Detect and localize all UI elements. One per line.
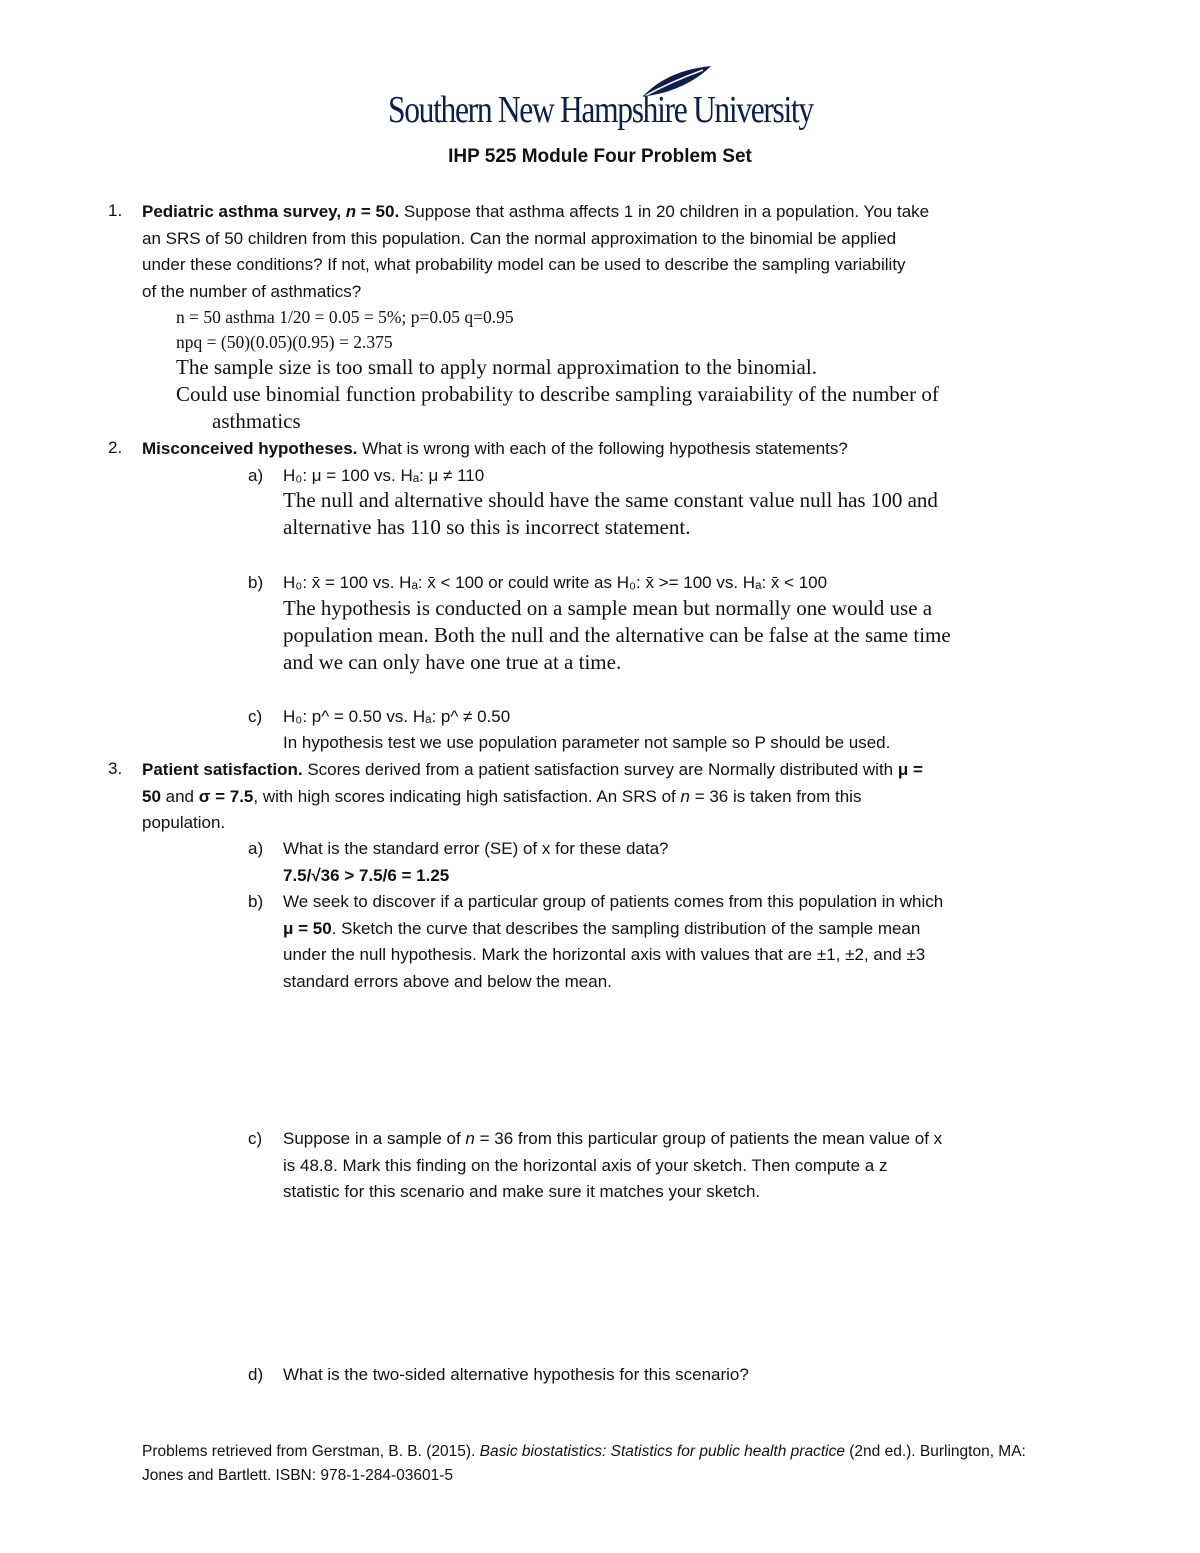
text-line: statistic for this scenario and make sure it matches your sketch. [283, 1182, 761, 1201]
answer-line: n = 50 asthma 1/20 = 0.05 = 5%; p=0.05 q=0.95 [176, 307, 514, 327]
text-line: under these conditions? If not, what probability model can be used to describe the sampling variability [142, 255, 906, 274]
text-line: = 36 from this particular group of patients the mean value of x [474, 1129, 943, 1148]
variable-n: n [680, 786, 690, 806]
citation-text: Jones and Bartlett. ISBN: 978-1-284-03601-5 [142, 1467, 454, 1484]
answer-line: asthmatics [212, 409, 301, 433]
sub-question-d: What is the two-sided alternative hypothesis for this scenario? [283, 1365, 749, 1384]
question-text [142, 199, 929, 305]
text-line: Suppose in a sample of [283, 1129, 466, 1148]
citation-text: (2nd ed.). Burlington, MA: [844, 1443, 1026, 1460]
page-title: IHP 525 Module Four Problem Set [448, 146, 752, 167]
text-line: What is the standard error (SE) of x for these data? [283, 839, 669, 858]
university-logo [388, 62, 818, 142]
sigma-value: σ = 7.5 [198, 786, 254, 806]
sub-label-c: c) [248, 707, 263, 726]
text-line: We seek to discover if a particular group of patients comes from this population in which [283, 892, 944, 911]
answer-line: The sample size is too small to apply normal approximation to the binomial. [176, 355, 817, 379]
answer-text [176, 354, 939, 435]
question-number: 3. [108, 759, 123, 778]
text-line: . Sketch the curve that describes the sampling distribution of the sample mean [331, 918, 921, 938]
hypothesis-c: H₀: p^ = 0.50 vs. Hₐ: p^ ≠ 0.50 [283, 707, 511, 726]
answer-line: npq = (50)(0.05)(0.95) = 2.375 [176, 332, 393, 352]
question-heading: Patient satisfaction. [142, 760, 303, 779]
text-line: What is wrong with each of the following hypothesis statements? [357, 439, 848, 458]
citation-footer [142, 1440, 1026, 1488]
mu-number: 50 [142, 786, 161, 806]
sub-label-b: b) [248, 892, 264, 911]
answer-line: population mean. Both the null and the alternative can be false at the same time [283, 623, 951, 647]
answer-b [283, 595, 951, 676]
sub-label-a: a) [248, 839, 264, 858]
mu-value: μ = 50 [283, 918, 332, 938]
variable-n: n [345, 202, 357, 221]
university-name: Southern New Hampshire University [388, 89, 813, 131]
text-line: Scores derived from a patient satisfaction survey are Normally distributed with [302, 760, 898, 779]
text-line: Suppose that asthma affects 1 in 20 children in a population. You take [399, 202, 930, 221]
text-line: under the null hypothesis. Mark the horizontal axis with values that are ±1, ±2, and ±3 [283, 945, 926, 964]
answer-se: 7.5/√36 > 7.5/6 = 1.25 [283, 865, 450, 885]
answer-line: The hypothesis is conducted on a sample mean but normally one would use a [283, 596, 933, 620]
sub-label-c: c) [248, 1129, 263, 1148]
text-line: = 36 is taken from this [689, 786, 862, 806]
mu-value: μ = [897, 760, 923, 779]
text-line: and [160, 786, 199, 806]
sub-question-c [283, 1126, 942, 1206]
question-text [142, 757, 923, 837]
hypothesis-a: H₀: μ = 100 vs. Hₐ: μ ≠ 110 [283, 466, 485, 485]
citation-text: Problems retrieved from Gerstman, B. B. (2015). [142, 1443, 480, 1460]
sub-label-d: d) [248, 1365, 264, 1384]
answer-line: alternative has 110 so this is incorrect statement. [283, 515, 691, 539]
sub-question-a [283, 836, 669, 889]
question-text [142, 436, 848, 463]
answer-line: The null and alternative should have the same constant value null has 100 and [283, 488, 938, 512]
hypothesis-b: H₀: x̄ = 100 vs. Hₐ: x̄ < 100 or could write as H₀: x̄ >= 100 vs. Hₐ: x̄ < 100 [283, 573, 828, 592]
text-line: of the number of asthmatics? [142, 281, 362, 301]
answer-line: Could use binomial function probability to describe sampling varaiability of the number of [176, 382, 939, 406]
question-number: 1. [108, 201, 123, 220]
heading-value: = 50. [356, 202, 400, 221]
sub-question-b [283, 889, 943, 995]
text-line: , with high scores indicating high satisfaction. An SRS of [253, 786, 681, 806]
answer-c: In hypothesis test we use population parameter not sample so P should be used. [283, 733, 891, 752]
text-line: is 48.8. Mark this finding on the horizontal axis of your sketch. Then compute a z [283, 1155, 888, 1175]
question-number: 2. [108, 438, 123, 457]
book-title: Basic biostatistics: Statistics for public health practice [479, 1443, 845, 1460]
answer-line: and we can only have one true at a time. [283, 650, 622, 674]
question-heading: Misconceived hypotheses. [142, 439, 358, 458]
variable-n: n [465, 1129, 475, 1148]
sub-label-a: a) [248, 466, 264, 485]
answer-a [283, 487, 938, 541]
answer-calc [176, 305, 514, 355]
text-line: an SRS of 50 children from this population. Can the normal approximation to the binomial be applied [142, 228, 897, 248]
text-line: population. [142, 813, 226, 832]
question-heading: Pediatric asthma survey, [142, 202, 346, 221]
text-line: standard errors above and below the mean. [283, 971, 612, 991]
sub-label-b: b) [248, 573, 264, 592]
